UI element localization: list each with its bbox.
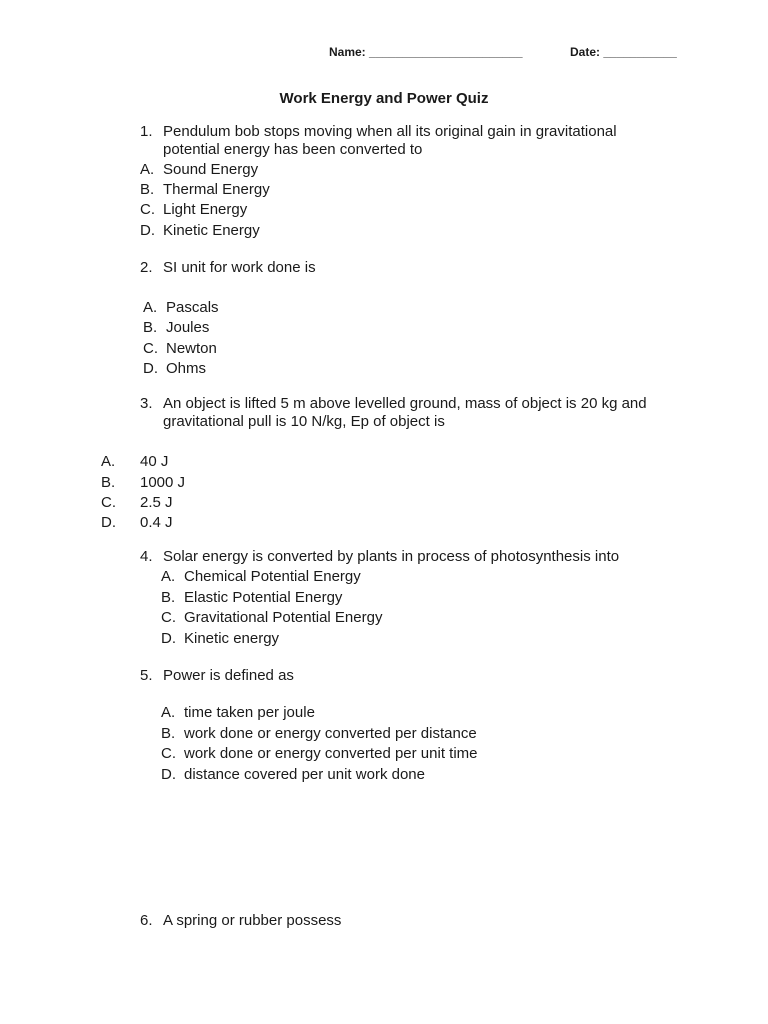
question-number: 1.: [140, 123, 153, 140]
option-letter: A.: [140, 161, 155, 178]
option-letter: B.: [161, 589, 176, 606]
option-text: Kinetic Energy: [163, 222, 260, 239]
option-text: Elastic Potential Energy: [184, 589, 343, 606]
option-letter: D.: [101, 514, 116, 531]
option-letter: D.: [161, 766, 176, 783]
option-letter: C.: [161, 609, 176, 626]
option-letter: B.: [143, 319, 158, 336]
option-text: work done or energy converted per distance: [184, 725, 477, 742]
option-letter: B.: [101, 474, 116, 491]
name-label: Name:: [329, 45, 366, 59]
option-text: Thermal Energy: [163, 181, 270, 198]
option-text: Ohms: [166, 360, 207, 377]
option-text: 40 J: [140, 453, 169, 470]
option-text: Chemical Potential Energy: [184, 568, 361, 585]
option-text: Sound Energy: [163, 161, 259, 178]
option-text: work done or energy converted per unit time: [184, 745, 478, 762]
date-blank: ___________: [603, 45, 677, 59]
question-text: SI unit for work done is: [163, 259, 316, 276]
name-blank: _______________________: [369, 45, 523, 59]
option-text: 1000 J: [140, 474, 186, 491]
option-text: Light Energy: [163, 201, 248, 218]
question-text: Solar energy is converted by plants in process of photosynthesis into: [163, 548, 620, 565]
option-letter: A.: [161, 704, 176, 721]
option-letter: A.: [101, 453, 116, 470]
option-letter: C.: [143, 340, 158, 357]
question-number: 3.: [140, 395, 153, 412]
date-label: Date:: [570, 45, 601, 59]
question-number: 4.: [140, 548, 153, 565]
option-text: Newton: [166, 340, 217, 357]
question-text: potential energy has been converted to: [163, 141, 423, 158]
question-text: Power is defined as: [163, 667, 294, 684]
option-text: Gravitational Potential Energy: [184, 609, 383, 626]
question-number: 2.: [140, 259, 153, 276]
option-text: 2.5 J: [140, 494, 173, 511]
option-letter: C.: [101, 494, 116, 511]
option-letter: B.: [161, 725, 176, 742]
option-text: Pascals: [166, 299, 219, 316]
option-letter: D.: [143, 360, 158, 377]
option-letter: A.: [161, 568, 176, 585]
option-letter: B.: [140, 181, 155, 198]
option-text: Kinetic energy: [184, 630, 280, 647]
option-letter: C.: [161, 745, 176, 762]
name-field: [329, 44, 523, 60]
question-text: Pendulum bob stops moving when all its original gain in gravitational: [163, 123, 617, 140]
option-letter: D.: [161, 630, 176, 647]
option-text: distance covered per unit work done: [184, 766, 425, 783]
question-text: A spring or rubber possess: [163, 912, 342, 929]
option-text: 0.4 J: [140, 514, 173, 531]
quiz-title: Work Energy and Power Quiz: [279, 90, 489, 107]
question-number: 5.: [140, 667, 153, 684]
option-letter: D.: [140, 222, 155, 239]
option-text: time taken per joule: [184, 704, 315, 721]
question-text: gravitational pull is 10 N/kg, Ep of object is: [163, 413, 445, 430]
option-text: Joules: [166, 319, 210, 336]
question-text: An object is lifted 5 m above levelled ground, mass of object is 20 kg and: [163, 395, 647, 412]
date-field: [570, 44, 677, 60]
option-letter: C.: [140, 201, 155, 218]
option-letter: A.: [143, 299, 158, 316]
question-number: 6.: [140, 912, 153, 929]
